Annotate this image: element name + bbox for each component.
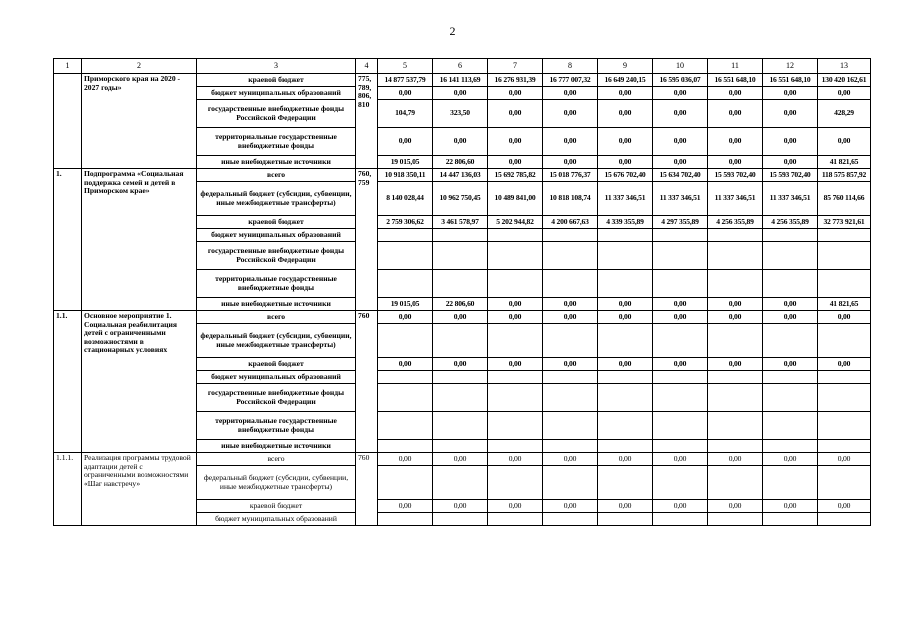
value-cell: 0,00 (378, 358, 433, 371)
value-cell (708, 270, 763, 298)
funding-source: государственные внебюджетные фонды Российской Федерации (197, 242, 356, 270)
funding-source: бюджет муниципальных образований (197, 371, 356, 384)
value-cell: 0,00 (543, 358, 598, 371)
value-cell: 16 551 648,10 (708, 74, 763, 87)
value-cell: 0,00 (543, 87, 598, 100)
value-cell: 19 015,05 (378, 298, 433, 311)
value-cell: 0,00 (543, 128, 598, 156)
value-cell (378, 440, 433, 453)
value-cell: 0,00 (598, 128, 653, 156)
item-number: 1.1.1. (54, 453, 82, 526)
value-cell (818, 324, 871, 358)
value-cell: 16 141 113,69 (433, 74, 488, 87)
value-cell: 10 962 750,45 (433, 182, 488, 216)
value-cell (488, 324, 543, 358)
value-cell (543, 371, 598, 384)
value-cell (433, 324, 488, 358)
funding-source: территориальные государственные внебюджетные фонды (197, 270, 356, 298)
value-cell: 0,00 (433, 358, 488, 371)
value-cell: 0,00 (763, 500, 818, 513)
value-cell (818, 412, 871, 440)
value-cell: 0,00 (488, 311, 543, 324)
value-cell (488, 242, 543, 270)
value-cell (543, 242, 598, 270)
value-cell: 0,00 (598, 358, 653, 371)
value-cell (818, 270, 871, 298)
value-cell: 85 760 114,66 (818, 182, 871, 216)
value-cell: 0,00 (488, 87, 543, 100)
value-cell: 0,00 (433, 87, 488, 100)
value-cell (378, 513, 433, 526)
value-cell: 0,00 (378, 128, 433, 156)
value-cell: 0,00 (653, 358, 708, 371)
table-row (54, 169, 871, 182)
value-cell: 16 551 648,10 (763, 74, 818, 87)
value-cell (488, 371, 543, 384)
value-cell (653, 324, 708, 358)
value-cell (708, 466, 763, 500)
program-name: Реализация программы трудовой адаптации детей с ограниченными возможностями «Шаг навстречу» (82, 453, 197, 526)
value-cell (708, 412, 763, 440)
column-header: 12 (763, 59, 818, 74)
value-cell (598, 371, 653, 384)
value-cell (818, 242, 871, 270)
table-row (54, 311, 871, 324)
value-cell: 15 634 702,40 (653, 169, 708, 182)
page-number: 2 (449, 24, 456, 38)
value-cell (818, 440, 871, 453)
value-cell (653, 466, 708, 500)
value-cell: 0,00 (653, 453, 708, 466)
program-name: Приморского края на 2020 - 2027 годы» (82, 74, 197, 169)
value-cell: 0,00 (708, 298, 763, 311)
value-cell (543, 229, 598, 242)
value-cell (433, 513, 488, 526)
value-cell: 0,00 (488, 358, 543, 371)
value-cell: 0,00 (543, 100, 598, 128)
value-cell: 3 461 578,97 (433, 216, 488, 229)
value-cell: 104,79 (378, 100, 433, 128)
value-cell (708, 384, 763, 412)
funding-source: бюджет муниципальных образований (197, 87, 356, 100)
value-cell: 0,00 (708, 358, 763, 371)
value-cell: 0,00 (378, 87, 433, 100)
value-cell: 0,00 (708, 87, 763, 100)
value-cell (598, 270, 653, 298)
value-cell (543, 412, 598, 440)
value-cell (543, 513, 598, 526)
funding-source: краевой бюджет (197, 500, 356, 513)
value-cell (763, 229, 818, 242)
value-cell (488, 229, 543, 242)
column-header: 1 (54, 59, 82, 74)
value-cell: 22 806,60 (433, 298, 488, 311)
value-cell: 32 773 921,61 (818, 216, 871, 229)
program-name: Основное мероприятие 1. Социальная реабилитация детей с ограниченными возможностями в стационарных условиях (82, 311, 197, 453)
value-cell: 0,00 (598, 156, 653, 169)
value-cell: 15 692 785,82 (488, 169, 543, 182)
value-cell: 0,00 (818, 128, 871, 156)
value-cell: 14 447 136,03 (433, 169, 488, 182)
admin-code: 760 (356, 311, 378, 453)
value-cell (378, 412, 433, 440)
value-cell: 323,50 (433, 100, 488, 128)
value-cell: 0,00 (653, 298, 708, 311)
value-cell (818, 229, 871, 242)
column-header: 5 (378, 59, 433, 74)
value-cell: 0,00 (708, 453, 763, 466)
value-cell: 0,00 (653, 100, 708, 128)
value-cell (488, 270, 543, 298)
funding-source: территориальные государственные внебюджетные фонды (197, 128, 356, 156)
admin-code: 760 (356, 453, 378, 526)
value-cell: 0,00 (818, 453, 871, 466)
value-cell: 11 337 346,51 (653, 182, 708, 216)
column-header: 10 (653, 59, 708, 74)
value-cell (598, 229, 653, 242)
column-header: 3 (197, 59, 356, 74)
value-cell (763, 412, 818, 440)
value-cell (543, 440, 598, 453)
admin-code: 760, 759 (356, 169, 378, 311)
value-cell (708, 242, 763, 270)
value-cell (653, 513, 708, 526)
value-cell (653, 384, 708, 412)
value-cell (598, 440, 653, 453)
value-cell (378, 242, 433, 270)
funding-source: всего (197, 453, 356, 466)
value-cell: 0,00 (763, 87, 818, 100)
value-cell (598, 466, 653, 500)
value-cell: 15 018 776,37 (543, 169, 598, 182)
value-cell: 130 420 162,61 (818, 74, 871, 87)
value-cell (488, 513, 543, 526)
table-body (54, 74, 871, 526)
value-cell: 10 918 350,11 (378, 169, 433, 182)
value-cell: 4 297 355,89 (653, 216, 708, 229)
value-cell (653, 229, 708, 242)
value-cell (543, 270, 598, 298)
value-cell: 19 015,05 (378, 156, 433, 169)
value-cell (763, 384, 818, 412)
value-cell (708, 371, 763, 384)
value-cell (818, 384, 871, 412)
funding-source: краевой бюджет (197, 216, 356, 229)
value-cell (818, 371, 871, 384)
value-cell (433, 412, 488, 440)
value-cell (708, 229, 763, 242)
value-cell (543, 466, 598, 500)
value-cell: 0,00 (488, 453, 543, 466)
value-cell: 0,00 (818, 311, 871, 324)
value-cell: 16 276 931,39 (488, 74, 543, 87)
funding-source: бюджет муниципальных образований (197, 229, 356, 242)
value-cell (708, 513, 763, 526)
value-cell (763, 513, 818, 526)
funding-source: территориальные государственные внебюджетные фонды (197, 412, 356, 440)
value-cell: 11 337 346,51 (708, 182, 763, 216)
value-cell: 0,00 (378, 311, 433, 324)
value-cell (598, 242, 653, 270)
value-cell: 0,00 (763, 358, 818, 371)
value-cell (763, 466, 818, 500)
value-cell (433, 229, 488, 242)
funding-source: государственные внебюджетные фонды Российской Федерации (197, 384, 356, 412)
value-cell: 0,00 (653, 500, 708, 513)
value-cell: 0,00 (653, 311, 708, 324)
funding-source: всего (197, 169, 356, 182)
funding-source: бюджет муниципальных образований (197, 513, 356, 526)
value-cell (708, 440, 763, 453)
value-cell: 4 200 667,63 (543, 216, 598, 229)
value-cell: 0,00 (653, 87, 708, 100)
value-cell (818, 466, 871, 500)
value-cell: 0,00 (433, 453, 488, 466)
funding-source: краевой бюджет (197, 74, 356, 87)
value-cell: 15 676 702,40 (598, 169, 653, 182)
funding-source: краевой бюджет (197, 358, 356, 371)
value-cell (543, 384, 598, 412)
value-cell (488, 412, 543, 440)
value-cell (378, 270, 433, 298)
value-cell: 0,00 (763, 156, 818, 169)
value-cell: 15 593 702,40 (708, 169, 763, 182)
value-cell: 14 877 537,79 (378, 74, 433, 87)
value-cell: 0,00 (653, 156, 708, 169)
value-cell: 0,00 (543, 298, 598, 311)
column-header: 4 (356, 59, 378, 74)
value-cell: 0,00 (818, 500, 871, 513)
table-row (54, 453, 871, 466)
value-cell (653, 270, 708, 298)
funding-source: иные внебюджетные источники (197, 440, 356, 453)
value-cell (763, 270, 818, 298)
value-cell (378, 384, 433, 412)
value-cell: 0,00 (488, 156, 543, 169)
value-cell: 0,00 (433, 500, 488, 513)
value-cell: 0,00 (653, 128, 708, 156)
value-cell: 0,00 (763, 453, 818, 466)
value-cell: 10 818 108,74 (543, 182, 598, 216)
value-cell: 0,00 (543, 311, 598, 324)
value-cell (598, 324, 653, 358)
item-number: 1. (54, 169, 82, 311)
value-cell (433, 242, 488, 270)
program-name: Подпрограмма «Социальная поддержка семей и детей в Приморском крае» (82, 169, 197, 311)
column-header: 9 (598, 59, 653, 74)
value-cell (433, 270, 488, 298)
value-cell (488, 466, 543, 500)
value-cell (763, 440, 818, 453)
value-cell: 15 593 702,40 (763, 169, 818, 182)
value-cell: 428,29 (818, 100, 871, 128)
value-cell: 0,00 (708, 500, 763, 513)
funding-source: федеральный бюджет (субсидии, субвенции, иные межбюджетные трансферты) (197, 466, 356, 500)
value-cell: 0,00 (763, 128, 818, 156)
value-cell: 0,00 (598, 100, 653, 128)
value-cell: 11 337 346,51 (598, 182, 653, 216)
value-cell (378, 324, 433, 358)
value-cell: 0,00 (598, 500, 653, 513)
value-cell: 0,00 (543, 500, 598, 513)
column-header: 13 (818, 59, 871, 74)
value-cell: 0,00 (598, 87, 653, 100)
value-cell (543, 324, 598, 358)
budget-table (53, 58, 871, 526)
value-cell (653, 242, 708, 270)
value-cell: 11 337 346,51 (763, 182, 818, 216)
value-cell: 2 759 306,62 (378, 216, 433, 229)
value-cell: 4 256 355,89 (708, 216, 763, 229)
value-cell: 0,00 (378, 500, 433, 513)
funding-source: федеральный бюджет (субсидии, субвенции, иные межбюджетные трансферты) (197, 182, 356, 216)
column-header: 11 (708, 59, 763, 74)
funding-source: иные внебюджетные источники (197, 156, 356, 169)
funding-source: государственные внебюджетные фонды Российской Федерации (197, 100, 356, 128)
value-cell: 0,00 (708, 128, 763, 156)
value-cell: 0,00 (818, 87, 871, 100)
value-cell: 22 806,60 (433, 156, 488, 169)
value-cell: 0,00 (763, 311, 818, 324)
value-cell: 16 649 240,15 (598, 74, 653, 87)
value-cell (488, 440, 543, 453)
value-cell (433, 466, 488, 500)
value-cell (378, 466, 433, 500)
value-cell: 0,00 (763, 100, 818, 128)
value-cell (653, 440, 708, 453)
value-cell (763, 324, 818, 358)
table-row (54, 74, 871, 87)
value-cell: 0,00 (543, 453, 598, 466)
value-cell: 0,00 (598, 298, 653, 311)
admin-code: 775, 789, 806, 810 (356, 74, 378, 169)
value-cell: 16 595 036,07 (653, 74, 708, 87)
value-cell (598, 513, 653, 526)
value-cell: 118 575 857,92 (818, 169, 871, 182)
value-cell: 0,00 (708, 156, 763, 169)
value-cell: 8 140 028,44 (378, 182, 433, 216)
value-cell: 0,00 (433, 311, 488, 324)
item-number (54, 74, 82, 169)
funding-source: всего (197, 311, 356, 324)
value-cell (818, 513, 871, 526)
column-header: 8 (543, 59, 598, 74)
value-cell: 5 202 944,82 (488, 216, 543, 229)
value-cell: 41 821,65 (818, 156, 871, 169)
value-cell: 0,00 (598, 453, 653, 466)
value-cell (378, 371, 433, 384)
value-cell (378, 229, 433, 242)
value-cell: 0,00 (488, 100, 543, 128)
value-cell: 0,00 (708, 100, 763, 128)
value-cell (653, 412, 708, 440)
item-number: 1.1. (54, 311, 82, 453)
funding-source: иные внебюджетные источники (197, 298, 356, 311)
value-cell (433, 384, 488, 412)
value-cell: 10 489 841,00 (488, 182, 543, 216)
value-cell (488, 384, 543, 412)
value-cell: 16 777 007,32 (543, 74, 598, 87)
value-cell: 0,00 (543, 156, 598, 169)
value-cell (763, 371, 818, 384)
value-cell (433, 371, 488, 384)
header-row (54, 59, 871, 74)
value-cell (598, 384, 653, 412)
value-cell: 4 339 355,89 (598, 216, 653, 229)
value-cell: 0,00 (708, 311, 763, 324)
value-cell: 0,00 (598, 311, 653, 324)
value-cell: 0,00 (433, 128, 488, 156)
value-cell: 0,00 (488, 128, 543, 156)
value-cell (598, 412, 653, 440)
value-cell (433, 440, 488, 453)
value-cell: 0,00 (378, 453, 433, 466)
column-header: 7 (488, 59, 543, 74)
column-header: 2 (82, 59, 197, 74)
value-cell: 0,00 (488, 500, 543, 513)
value-cell: 0,00 (763, 298, 818, 311)
value-cell: 41 821,65 (818, 298, 871, 311)
value-cell (708, 324, 763, 358)
value-cell: 0,00 (488, 298, 543, 311)
value-cell: 4 256 355,89 (763, 216, 818, 229)
column-header: 6 (433, 59, 488, 74)
value-cell (763, 242, 818, 270)
funding-source: федеральный бюджет (субсидии, субвенции, иные межбюджетные трансферты) (197, 324, 356, 358)
value-cell (653, 371, 708, 384)
value-cell: 0,00 (818, 358, 871, 371)
